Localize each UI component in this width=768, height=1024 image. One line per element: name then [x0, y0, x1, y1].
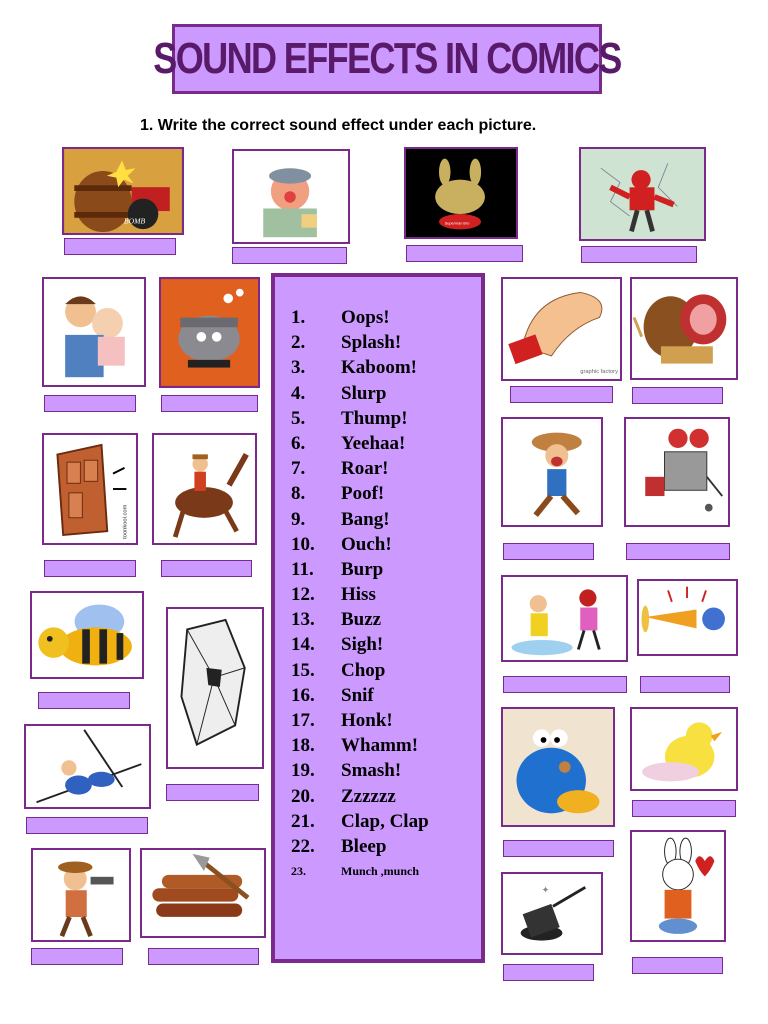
word-list	[291, 305, 429, 884]
list-item: 13. Buzz	[291, 609, 382, 631]
answer-box[interactable]	[503, 964, 594, 981]
picture-kids-puddle	[501, 575, 628, 662]
list-item: 6. Yeehaa!	[291, 432, 406, 454]
picture-dog-radio	[404, 147, 518, 239]
toon-watermark: toonkool.com	[122, 504, 129, 539]
picture-door	[42, 433, 138, 545]
answer-box[interactable]	[232, 247, 347, 264]
picture-sad-bunny	[630, 830, 726, 942]
picture-sleeping-bird	[630, 707, 738, 791]
bomb-label: BOMB	[123, 216, 146, 226]
list-item: 20. Zzzzzz	[291, 785, 396, 807]
picture-skier	[24, 724, 151, 809]
list-item: 5. Thump!	[291, 407, 408, 429]
answer-box[interactable]	[632, 387, 723, 404]
answer-box[interactable]	[161, 395, 258, 412]
answer-box[interactable]	[581, 246, 697, 263]
picture-magic-hat	[501, 872, 603, 955]
picture-sick-man	[232, 149, 350, 244]
answer-box[interactable]	[148, 948, 259, 965]
list-item: 3. Kaboom!	[291, 357, 417, 379]
list-item: 19. Smash!	[291, 760, 402, 782]
list-item: 4. Slurp	[291, 382, 387, 404]
picture-horn	[637, 579, 738, 656]
list-item: 18. Whamm!	[291, 735, 419, 757]
list-item: 23. Munch ,munch	[291, 864, 420, 879]
picture-laughing-cowboy	[501, 417, 603, 527]
answer-box[interactable]	[503, 840, 614, 857]
list-item: 8. Poof!	[291, 483, 385, 505]
picture-broken-glass	[166, 607, 264, 769]
list-item: 9. Bang!	[291, 508, 390, 530]
picture-santa-wall	[579, 147, 706, 241]
answer-box[interactable]	[64, 238, 176, 255]
list-item: 2. Splash!	[291, 332, 402, 354]
list-item: 15. Chop	[291, 659, 386, 681]
answer-box[interactable]	[161, 560, 252, 577]
list-item: 12. Hiss	[291, 584, 376, 606]
answer-box[interactable]	[510, 386, 613, 403]
answer-box[interactable]	[38, 692, 130, 709]
svg-text:✦: ✦	[541, 885, 550, 897]
answer-box[interactable]	[503, 543, 594, 560]
answer-box[interactable]	[166, 784, 259, 801]
answer-box[interactable]	[406, 245, 523, 262]
radio-label: Superman Bro	[444, 221, 470, 226]
title-box	[153, 24, 621, 94]
answer-box[interactable]	[632, 957, 723, 974]
answer-box[interactable]	[503, 676, 627, 693]
answer-box[interactable]	[26, 817, 148, 834]
answer-box[interactable]	[44, 395, 136, 412]
picture-robot	[624, 417, 730, 527]
list-item: 17. Honk!	[291, 710, 393, 731]
list-item: 10. Ouch!	[291, 533, 392, 555]
answer-box[interactable]	[31, 948, 123, 965]
picture-bomb-barrel	[62, 147, 184, 235]
instruction-text: 1. Write the correct sound effect under each picture.	[140, 117, 537, 134]
answer-box[interactable]	[44, 560, 136, 577]
picture-dad-baby	[42, 277, 146, 387]
picture-pressure-cooker	[159, 277, 260, 388]
list-item: 1. Oops!	[291, 307, 390, 328]
list-item: 16. Snif	[291, 684, 374, 706]
list-item: 21. Clap, Clap	[291, 810, 429, 832]
list-item: 7. Roar!	[291, 458, 389, 480]
list-item: 11. Burp	[291, 558, 384, 580]
picture-cowboy-horse	[152, 433, 257, 545]
picture-logs-axe	[140, 848, 266, 938]
list-item: 14. Sigh!	[291, 634, 384, 656]
answer-box[interactable]	[640, 676, 730, 693]
list-item: 22. Bleep	[291, 835, 387, 857]
answer-box[interactable]	[626, 543, 730, 560]
picture-clapping-hands	[501, 277, 622, 381]
page-title: SOUND EFFECTS IN COMICS	[153, 34, 621, 83]
word-list-box	[271, 273, 485, 963]
factory-watermark: graphic factory	[580, 369, 618, 376]
picture-cookie-monster	[501, 707, 615, 827]
picture-cowboy-gun	[31, 848, 131, 942]
picture-bee	[30, 591, 144, 679]
answer-box[interactable]	[632, 800, 736, 817]
picture-lion	[630, 277, 738, 380]
